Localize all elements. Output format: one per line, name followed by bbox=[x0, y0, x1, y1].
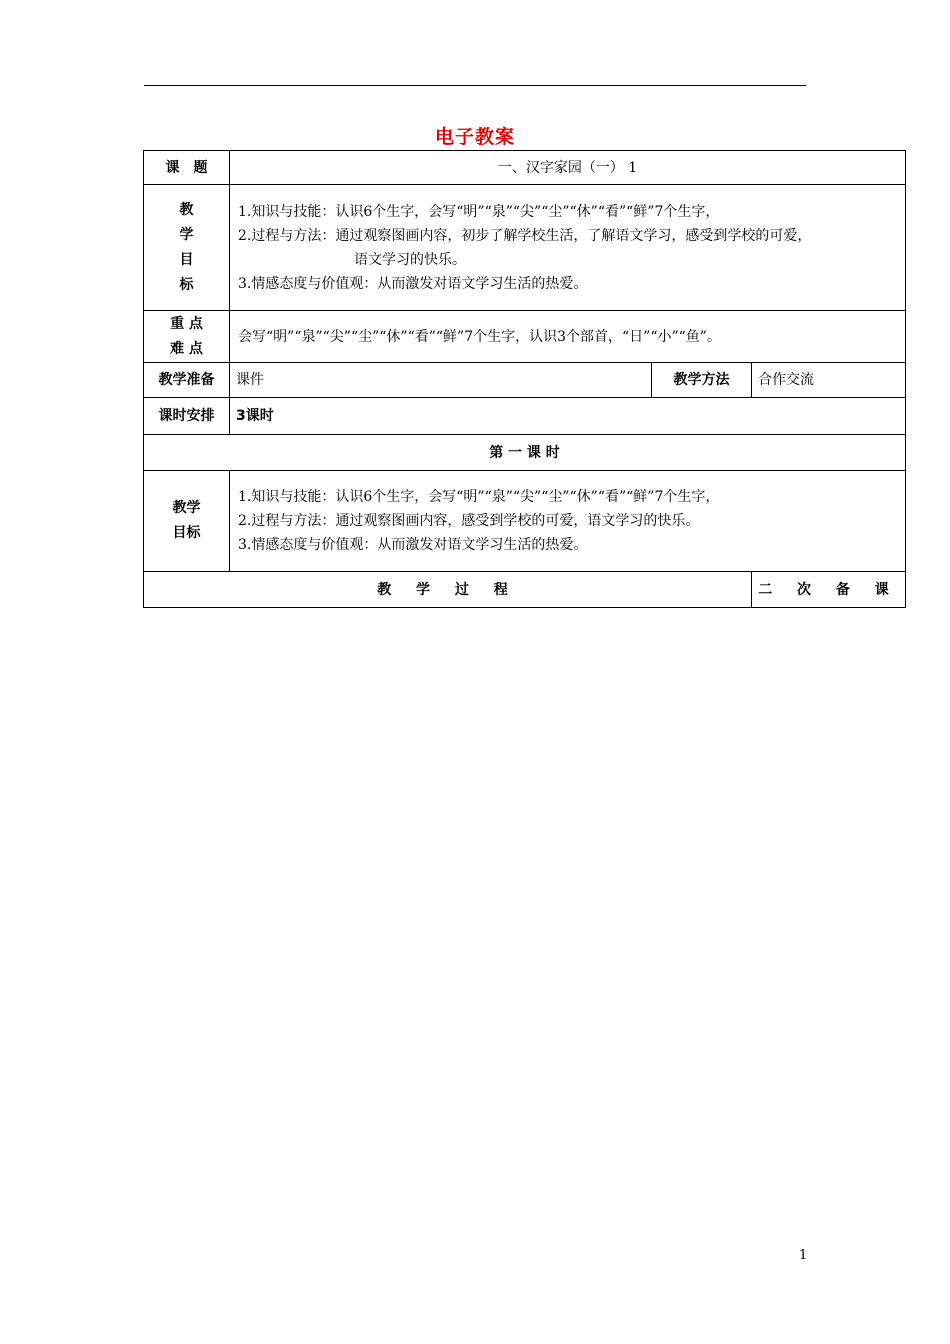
secondary-prep-heading: 二 次 备 课 bbox=[752, 572, 906, 608]
period-goal-item: 3.情感态度与价值观：从而激发对语文学习生活的热爱。 bbox=[238, 537, 588, 553]
goal-item: 1.知识与技能：认识6个生字，会写“明”“泉”“尖”“尘”“休”“看”“鲜”7个生字， bbox=[238, 203, 720, 220]
goals-label bbox=[144, 185, 230, 311]
teaching-process-heading: 教 学 过 程 bbox=[144, 572, 752, 608]
goals-content bbox=[230, 185, 906, 311]
header-rule bbox=[144, 85, 806, 86]
document-title: 电子教案 bbox=[434, 126, 515, 148]
method-value: 合作交流 bbox=[752, 363, 906, 398]
key-points-label bbox=[144, 311, 230, 363]
schedule-value: 3课时 bbox=[230, 398, 906, 435]
goals-row bbox=[144, 185, 906, 311]
page-number: 1 bbox=[799, 1248, 808, 1263]
schedule-row bbox=[144, 398, 906, 435]
first-period-heading-row bbox=[144, 435, 906, 471]
goal-item: 2.过程与方法：通过观察图画内容，初步了解学校生活，了解语文学习，感受到学校的可爱， bbox=[238, 227, 812, 244]
period-goals-label-line: 教学 bbox=[172, 500, 201, 516]
goal-item: 3.情感态度与价值观：从而激发对语文学习生活的热爱。 bbox=[238, 275, 588, 292]
lesson-plan-table-wrapper bbox=[143, 150, 905, 608]
period-goal-item: 1.知识与技能：认识6个生字，会写“明”“泉”“尖”“尘”“休”“看”“鲜”7个生字， bbox=[238, 489, 720, 505]
key-label-line: 重 点 bbox=[170, 315, 203, 332]
prep-method-row bbox=[144, 363, 906, 398]
goals-label-char: 目 bbox=[179, 251, 194, 268]
prep-label: 教学准备 bbox=[144, 363, 230, 398]
period-goals-row bbox=[144, 471, 906, 572]
goals-label-char: 教 bbox=[179, 201, 194, 218]
schedule-label: 课时安排 bbox=[144, 398, 230, 435]
topic-value: 一、汉字家园（一） 1 bbox=[230, 151, 906, 185]
key-label-line: 难 点 bbox=[170, 340, 203, 357]
lesson-plan-table bbox=[143, 150, 906, 608]
key-points-row bbox=[144, 311, 906, 363]
goals-label-char: 标 bbox=[179, 276, 194, 293]
topic-label: 课 题 bbox=[144, 151, 230, 185]
period-goals-label-line: 目标 bbox=[172, 525, 201, 541]
key-points-content: 会写“明”“泉”“尖”“尘”“休”“看”“鲜”7个生字，认识3个部首，“日”“小”“鱼”。 bbox=[230, 311, 906, 363]
first-period-heading: 第 一 课 时 bbox=[144, 435, 906, 471]
goals-label-char: 学 bbox=[179, 226, 194, 243]
goal-item-continued: 语文学习的快乐。 bbox=[354, 251, 466, 268]
period-goal-item: 2.过程与方法：通过观察图画内容，感受到学校的可爱，语文学习的快乐。 bbox=[238, 513, 700, 529]
period-goals-label bbox=[144, 471, 230, 572]
topic-row bbox=[144, 151, 906, 185]
process-heading-row bbox=[144, 572, 906, 608]
period-goals-content bbox=[230, 471, 906, 572]
method-label: 教学方法 bbox=[652, 363, 752, 398]
prep-value: 课件 bbox=[230, 363, 652, 398]
